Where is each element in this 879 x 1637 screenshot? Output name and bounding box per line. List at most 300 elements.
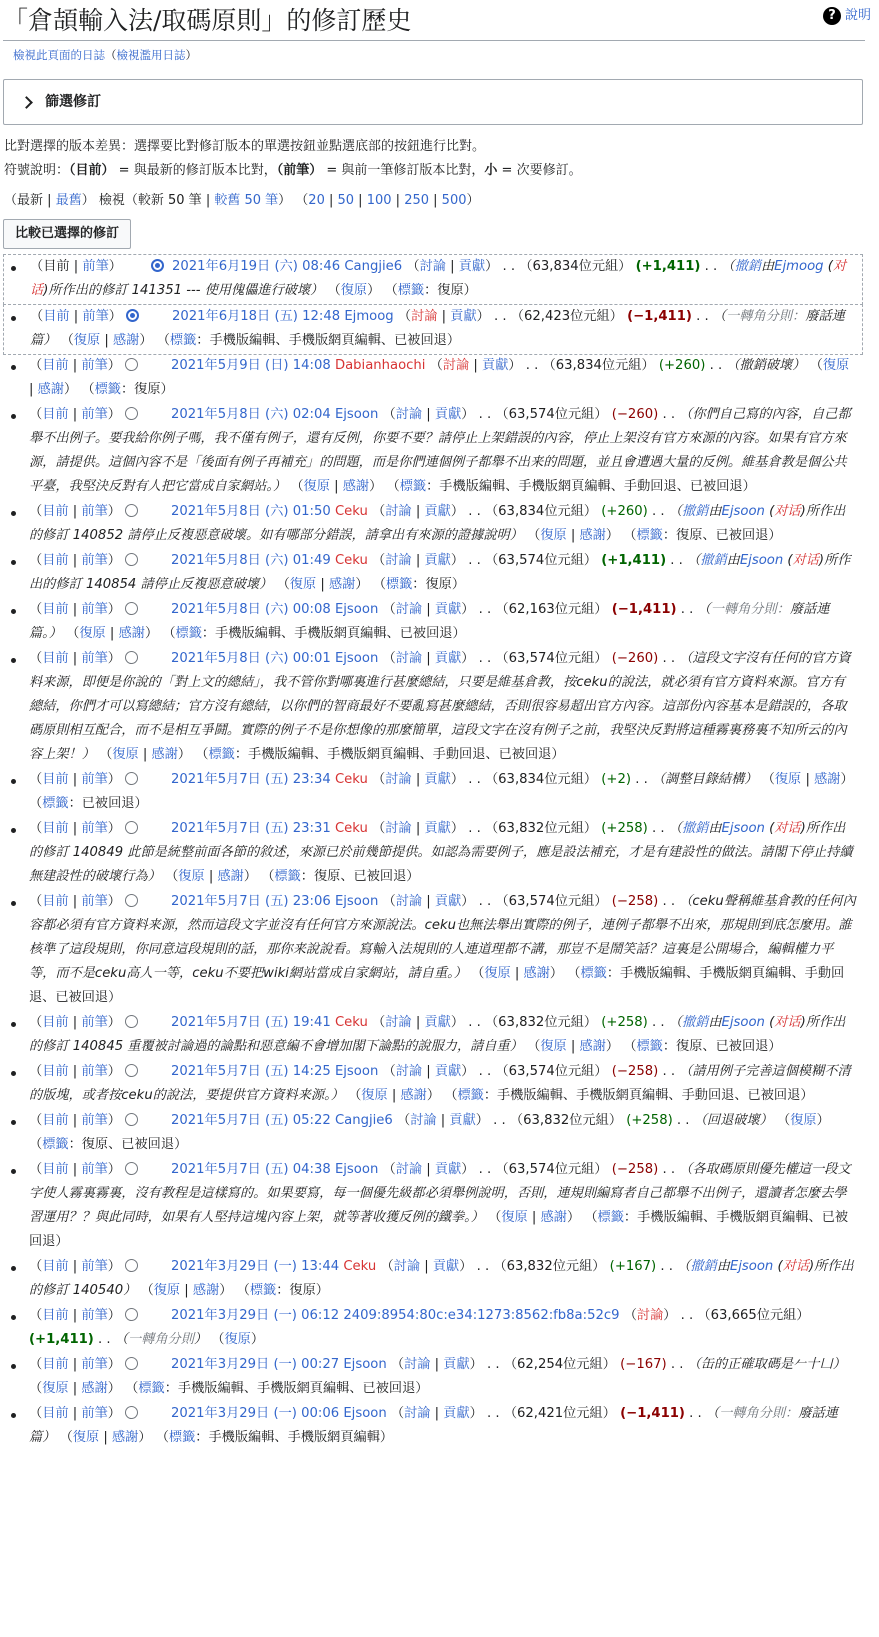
revision-user-link[interactable]: Ceku [334, 821, 368, 836]
user-contribs-link[interactable]: 貢獻 [443, 1357, 470, 1372]
revision-radio-old[interactable] [125, 1113, 138, 1126]
tag-list: 手機版編輯、手機版網頁編輯、已被回退 [29, 1210, 849, 1249]
revision-user-link[interactable]: Ejsoon [343, 1406, 387, 1421]
user-contribs-link[interactable]: 貢獻 [424, 504, 451, 519]
thank-link[interactable]: 感謝 [192, 1283, 220, 1298]
user-talk-link[interactable]: 討論 [404, 1406, 431, 1421]
diff-cur-link[interactable]: 目前 [42, 407, 69, 422]
summary-text: 請停止反複惡意破壞 [136, 577, 260, 592]
revision-radio-old[interactable] [125, 772, 138, 785]
tags-link[interactable]: 標籤 [94, 382, 121, 397]
summary-text: 廢話連篇 [29, 1406, 838, 1445]
diff-prev-link[interactable]: 前筆 [81, 358, 108, 373]
summary-text: 此節是統整前面各節的敘述，來源已於前幾節提供。如認為需要例子，應是設法補充，才是有建設性的做法。請閣下停止持續無建設性的破壞行為 [29, 845, 853, 884]
revision-date-link[interactable]: 2021年5月7日 (五) 19:41 [170, 1015, 331, 1030]
tags-link[interactable]: 標籤 [399, 479, 427, 494]
tag-list: 手機版編輯、手機版網頁編輯 [208, 1430, 380, 1445]
legend: 符號說明：（目前） = 與最新的修訂版本比對，（前筆） = 與前一筆修訂版本比對，小 = 次要修訂。 [4, 163, 582, 178]
revision-radio-old[interactable] [125, 1406, 138, 1419]
edit-summary: （撤銷由Ejsoon (对话)所作出的修訂 140852 請停止反複惡意破壞。如有哪部分錯誤，請拿出有來源的證據說明） [29, 504, 846, 543]
compare-selected-button[interactable]: 比較已選擇的修訂 [3, 219, 131, 249]
user-contribs-link[interactable]: 貢獻 [432, 1259, 460, 1274]
undo-link[interactable]: 復原 [484, 966, 511, 981]
help-link[interactable] [823, 4, 871, 28]
revision-radio-new [150, 602, 163, 615]
thank-link[interactable]: 感謝 [81, 1381, 108, 1396]
revert-user-talk-link[interactable]: 对话 [30, 259, 847, 298]
summary-text: 請用例子完善這個模糊不清的版塊，或者按ceku的說法，要提供官方資料来源。 [29, 1064, 851, 1103]
revision-date-link[interactable]: 2021年5月7日 (五) 14:25 [170, 1064, 331, 1079]
edit-summary: （撤銷由Ejmoog (对话)所作出的修訂 141351 --- 使用傀儡進行破壞） [30, 259, 847, 298]
revision-date-link[interactable]: 2021年5月7日 (五) 23:34 [170, 772, 331, 787]
nav-newer: 較新 50 筆 [137, 193, 202, 208]
revision-user-link[interactable]: Dabianhaochi [334, 358, 426, 373]
revision-diff-size: (+258) [626, 1113, 673, 1128]
user-talk-link[interactable]: 討論 [410, 1113, 437, 1128]
tags-link[interactable]: 標籤 [138, 1381, 165, 1396]
filter-label: 篩選修訂 [45, 94, 101, 110]
revision-radio-old[interactable] [125, 894, 138, 907]
revert-user-link[interactable]: Ejsoon [729, 1259, 774, 1274]
revision-diff-size: (−167) [620, 1357, 667, 1372]
diff-prev-link[interactable]: 前筆 [81, 1015, 108, 1030]
revision-row: （目前 | 前筆） 2021年3月29日 (一) 06:12 2409:8954:80c:e34:1273:8562:fb8a:52c9 （討論） . . （63,665位元組） (+1,411) . . （一轉角分則） （復原） [3, 1304, 863, 1353]
revision-user-link[interactable]: Ejsoon [334, 1162, 379, 1177]
tags-link[interactable]: 標籤 [42, 796, 69, 811]
revision-radio-old[interactable] [125, 1308, 138, 1321]
thank-link[interactable]: 感謝 [579, 1039, 606, 1054]
diff-cur-link[interactable]: 目前 [42, 1113, 69, 1128]
undo-link[interactable]: 復原 [112, 747, 139, 762]
limit-20-link[interactable]: 20 [308, 193, 325, 208]
revert-user-talk-link[interactable]: 对话 [774, 821, 801, 836]
undo-link[interactable]: 復原 [178, 869, 205, 884]
user-talk-link[interactable]: 討論 [404, 1357, 431, 1372]
revision-diff-size: (−258) [611, 894, 659, 909]
revision-user-link[interactable]: Ejsoon [334, 602, 379, 617]
user-contribs-link[interactable]: 貢獻 [424, 821, 451, 836]
undo-link[interactable]: 復原 [540, 528, 567, 543]
undo-link[interactable]: 復原 [361, 1088, 388, 1103]
thank-link[interactable]: 感謝 [37, 382, 65, 397]
edit-summary: （撤銷由Ejsoon (对话)所作出的修訂 140849 此節是統整前面各節的敘述，來源已於前幾節提供。如認為需要例子，應是設法補充，才是有建設性的做法。請閣下停止持續無建設性的破壞行為） [29, 821, 853, 884]
page-log-links: 檢視此頁面的日誌（檢視濫用日誌） [13, 48, 197, 62]
user-contribs-link[interactable]: 貢獻 [434, 1162, 462, 1177]
view-abuse-log-link[interactable]: 檢視濫用日誌 [116, 48, 186, 62]
revert-user-talk-link[interactable]: 对话 [792, 553, 819, 568]
tag-list: 手機版編輯、手機版網頁編輯、手動回退、已被回退 [497, 1088, 801, 1103]
user-talk-link[interactable]: 討論 [395, 1064, 423, 1079]
thank-link[interactable]: 感謝 [111, 1430, 139, 1445]
revision-diff-size: (+2) [601, 772, 632, 787]
tags-link[interactable]: 標籤 [597, 1210, 624, 1225]
thank-link[interactable]: 感謝 [217, 869, 244, 884]
undo-link[interactable]: 復原 [822, 358, 850, 373]
user-contribs-link[interactable]: 貢獻 [434, 407, 462, 422]
diff-prev-link[interactable]: 前筆 [81, 602, 108, 617]
user-talk-link[interactable]: 討論 [395, 407, 423, 422]
tags-link[interactable]: 標籤 [636, 528, 663, 543]
revision-radio-old[interactable] [125, 651, 138, 664]
revision-diff-size: (+167) [609, 1259, 657, 1274]
limit-250-link[interactable]: 250 [404, 193, 430, 208]
diff-prev-link[interactable]: 前筆 [82, 259, 109, 274]
revision-row: （目前 | 前筆） 2021年5月9日 (日) 14:08 Dabianhaochi （討論 | 貢獻） . . （63,834位元組） (+260) . . （撤銷破壞） （復原 | 感謝） （標籤：復原） [3, 354, 863, 403]
thank-link[interactable]: 感謝 [328, 577, 356, 592]
revert-user-talk-link[interactable]: 对话 [774, 504, 801, 519]
legend-minor-term: 小 [484, 163, 498, 178]
user-contribs-link[interactable]: 貢獻 [434, 651, 462, 666]
revision-radio-old[interactable] [125, 821, 138, 834]
user-contribs-link[interactable]: 貢獻 [449, 1113, 476, 1128]
diff-prev-link[interactable]: 前筆 [81, 504, 108, 519]
revert-undo-link[interactable]: 撤銷 [681, 1015, 709, 1030]
diff-prev-link[interactable]: 前筆 [81, 1162, 108, 1177]
diff-cur-link[interactable]: 目前 [42, 1406, 69, 1421]
revision-radio-new [150, 1357, 163, 1370]
revision-radio-old[interactable] [125, 1162, 138, 1175]
revision-diff-size: (−258) [611, 1064, 659, 1079]
revision-radio-old[interactable] [125, 553, 138, 566]
tag-list: 復原 [425, 577, 452, 592]
revert-rev-id: 140540 [72, 1283, 124, 1298]
diff-cur-link[interactable]: 目前 [42, 1308, 69, 1323]
edit-summary: （缶的正確取碼是𠂉十凵） [687, 1357, 846, 1372]
revision-diff-size: (−1,411) [611, 602, 677, 617]
nav-older-link[interactable]: 較舊 50 筆 [214, 193, 279, 208]
revision-radio-new [150, 504, 163, 517]
user-talk-link[interactable]: 討論 [411, 309, 438, 324]
revision-row: （目前 | 前筆） 2021年5月8日 (六) 01:49 Ceku （討論 | 貢獻） . . （63,574位元組） (+1,411) . . （撤銷由Ejsoon (对话)所作出的修訂 140854 請停止反複惡意破壞） （復原 | 感謝） （標籤：復原） [3, 549, 863, 598]
revision-radio-new [150, 1162, 163, 1175]
revision-user-link[interactable]: Ejsoon [343, 1357, 387, 1372]
revision-radio-new [150, 1406, 163, 1419]
revision-radio-new[interactable] [151, 259, 164, 272]
edit-summary: （你們自己寫的內容，自己都舉不出例子。要我給你例子嗎，我不僅有例子，還有反例，你要不要？請停止上架錯誤的內容，停止上架沒有官方來源的內容。如果有官方來源，請提供。這個內容不是「後面有例子再補充」的問題，而是你們連個例子都舉不出来的問題，並且會遭遇大量的反例。維基倉教是個公共平臺，我堅決反對有人把它當成自家網站。） [29, 407, 851, 494]
user-talk-link[interactable]: 討論 [395, 602, 423, 617]
revert-user-link[interactable]: Ejsoon [721, 1015, 765, 1030]
revision-radio-old[interactable] [125, 1064, 138, 1077]
user-talk-link[interactable]: 討論 [385, 504, 412, 519]
limit-50-link[interactable]: 50 [337, 193, 355, 208]
revision-radio-old[interactable] [126, 309, 139, 322]
revision-row: （目前 | 前筆） 2021年5月8日 (六) 01:50 Ceku （討論 | 貢獻） . . （63,834位元組） (+260) . . （撤銷由Ejsoon (对话)所作出的修訂 140852 請停止反複惡意破壞。如有哪部分錯誤，請拿出有來源的證據說明） （復原 | 感謝） （標籤：復原、已被回退） [3, 500, 863, 549]
diff-cur-link[interactable]: 目前 [42, 1259, 69, 1274]
revision-date-link[interactable]: 2021年3月29日 (一) 00:27 [170, 1357, 340, 1372]
undo-link[interactable]: 復原 [790, 1113, 817, 1128]
revision-date-link[interactable]: 2021年3月29日 (一) 00:06 [170, 1406, 340, 1421]
revision-radio-old[interactable] [125, 602, 138, 615]
user-contribs-link[interactable]: 貢獻 [434, 1064, 462, 1079]
user-talk-link[interactable]: 討論 [395, 1162, 423, 1177]
undo-link[interactable]: 復原 [289, 577, 317, 592]
revision-row: （目前 | 前筆） 2021年6月19日 (六) 08:46 Cangjie6 （討論 | 貢獻） . . （63,834位元組） (+1,411) . . （撤銷由Ejmoog (对话)所作出的修訂 141351 --- 使用傀儡進行破壞） （復原） （標籤：復原） [3, 254, 863, 305]
user-talk-link[interactable]: 討論 [385, 821, 412, 836]
tag-list: 手機版編輯、手機版網頁編輯、已被回退 [215, 626, 453, 641]
revision-user-link[interactable]: Ceku [334, 553, 368, 568]
revision-radio-new [150, 1064, 163, 1077]
revision-date-link[interactable]: 2021年6月19日 (六) 08:46 [171, 259, 341, 274]
diff-cur-link[interactable]: 目前 [42, 1064, 69, 1079]
user-talk-link[interactable]: 討論 [395, 894, 423, 909]
revision-size: 62,421位元組 [517, 1406, 603, 1421]
thank-link[interactable]: 感謝 [814, 772, 841, 787]
revision-diff-size: (+1,411) [601, 553, 667, 568]
tags-link[interactable]: 標籤 [42, 1137, 69, 1152]
revision-radio-new [150, 553, 163, 566]
user-contribs-link[interactable]: 貢獻 [434, 894, 462, 909]
diff-prev-link[interactable]: 前筆 [81, 651, 108, 666]
diff-prev-link[interactable]: 前筆 [81, 553, 108, 568]
revision-user-link[interactable]: Ceku [343, 1259, 377, 1274]
revision-size: 63,834位元組 [532, 259, 619, 274]
diff-prev-link[interactable]: 前筆 [81, 1259, 108, 1274]
tag-list: 復原、已被回退 [676, 1039, 769, 1054]
section-autocomment: 一轉角分則： [726, 309, 806, 324]
thank-link[interactable]: 感謝 [342, 479, 370, 494]
revision-size: 63,574位元組 [508, 894, 595, 909]
revision-date-link[interactable]: 2021年5月8日 (六) 01:50 [170, 504, 331, 519]
revision-user-link[interactable]: Cangjie6 [344, 259, 403, 274]
limit-500-link[interactable]: 500 [441, 193, 467, 208]
user-talk-link[interactable]: 討論 [395, 651, 423, 666]
revert-user-talk-link[interactable]: 对话 [782, 1259, 809, 1274]
user-talk-link[interactable]: 討論 [636, 1308, 664, 1323]
user-contribs-link[interactable]: 貢獻 [424, 772, 451, 787]
revert-user-talk-link[interactable]: 对话 [774, 1015, 801, 1030]
diff-cur-link[interactable]: 目前 [42, 358, 69, 373]
revision-radio-old[interactable] [125, 358, 138, 371]
user-contribs-link[interactable]: 貢獻 [424, 1015, 451, 1030]
user-contribs-link[interactable]: 貢獻 [434, 602, 462, 617]
tags-link[interactable]: 標籤 [208, 747, 235, 762]
revision-diff-size: (+1,411) [635, 259, 701, 274]
revert-undo-link[interactable]: 撤銷 [734, 259, 761, 274]
revision-row: （目前 | 前筆） 2021年5月7日 (五) 23:34 Ceku （討論 | 貢獻） . . （63,834位元組） (+2) . . （調整目錄結構） （復原 | 感謝） （標籤：已被回退） [3, 768, 863, 817]
diff-prev-link[interactable]: 前筆 [81, 407, 108, 422]
user-contribs-link[interactable]: 貢獻 [450, 309, 477, 324]
revision-user-link[interactable]: Ejsoon [334, 1064, 379, 1079]
revision-user-link[interactable]: Ejsoon [334, 407, 379, 422]
revision-date-link[interactable]: 2021年5月7日 (五) 04:38 [170, 1162, 331, 1177]
diff-prev-link[interactable]: 前筆 [81, 1308, 108, 1323]
revision-row: （目前 | 前筆） 2021年5月7日 (五) 23:31 Ceku （討論 | 貢獻） . . （63,832位元組） (+258) . . （撤銷由Ejsoon (对话)所作出的修訂 140849 此節是統整前面各節的敘述，來源已於前幾節提供。如認為需要例子，應是設法補充，才是有建設性的做法。請閣下停止持續無建設性的破壞行為） （復原 | 感謝） （標籤：復原、已被回退） [3, 817, 863, 890]
revision-date-link[interactable]: 2021年6月18日 (五) 12:48 [171, 309, 341, 324]
revert-undo-link[interactable]: 撤銷 [690, 1259, 717, 1274]
revision-user-link[interactable]: Ceku [334, 504, 368, 519]
revision-radio-old[interactable] [125, 1015, 138, 1028]
revert-user-link[interactable]: Ejmoog [774, 259, 824, 274]
tag-list: 手機版編輯、手機版網頁編輯、已被回退 [177, 1381, 416, 1396]
revert-rev-id: 140852 [72, 528, 124, 543]
thank-link[interactable]: 感謝 [579, 528, 606, 543]
revision-user-link[interactable]: Ceku [334, 1015, 368, 1030]
user-talk-link[interactable]: 討論 [393, 1259, 421, 1274]
revision-row: （目前 | 前筆） 2021年3月29日 (一) 00:27 Ejsoon （討論 | 貢獻） . . （62,254位元組） (−167) . . （缶的正確取碼是𠂉十凵） （復原 | 感謝） （標籤：手機版編輯、手機版網頁編輯、已被回退） [3, 1353, 863, 1402]
revision-user-link[interactable]: 2409:8954:80c:e34:1273:8562:fb8a:52c9 [343, 1308, 620, 1323]
revision-radio-new [150, 1113, 163, 1126]
tags-link[interactable]: 標籤 [580, 966, 607, 981]
revert-user-link[interactable]: Ejsoon [721, 504, 765, 519]
revision-row: （目前 | 前筆） 2021年3月29日 (一) 00:06 Ejsoon （討論 | 貢獻） . . （62,421位元組） (−1,411) . . （一轉角分則：廢話連篇） （復原 | 感謝） （標籤：手機版編輯、手機版網頁編輯） [3, 1402, 863, 1451]
compare-instructions: 比對選擇的版本差異：選擇要比對修訂版本的單選按鈕並點選底部的按鈕進行比對。 [4, 139, 486, 154]
thank-link[interactable]: 感謝 [400, 1088, 427, 1103]
diff-cur-link[interactable]: 目前 [42, 821, 69, 836]
revert-rev-id: 141351 [131, 283, 182, 298]
tag-list: 復原 [134, 382, 161, 397]
undo-link[interactable]: 復原 [42, 1381, 69, 1396]
revision-radio-old[interactable] [125, 1259, 138, 1272]
diff-cur-link[interactable]: 目前 [42, 772, 69, 787]
revision-radio-old[interactable] [125, 1357, 138, 1370]
revert-undo-link[interactable]: 撤銷 [700, 553, 727, 568]
revision-diff-size: (+258) [601, 821, 648, 836]
revision-user-link[interactable]: Ejsoon [334, 651, 379, 666]
legend-cur-term: （目前） [69, 163, 115, 178]
user-contribs-link[interactable]: 貢獻 [482, 358, 509, 373]
diff-prev-link[interactable]: 前筆 [81, 1064, 108, 1079]
tags-link[interactable]: 標籤 [457, 1088, 484, 1103]
revert-rev-id: 140849 [72, 845, 124, 860]
diff-prev-link[interactable]: 前筆 [81, 821, 108, 836]
revision-size: 63,832位元組 [498, 1015, 584, 1030]
diff-cur-link[interactable]: 目前 [42, 1015, 69, 1030]
revision-radio-old[interactable] [125, 504, 138, 517]
diff-cur-link[interactable]: 目前 [42, 602, 69, 617]
revision-radio-new [150, 894, 163, 907]
revert-user-link[interactable]: Ejsoon [721, 821, 765, 836]
revision-date-link[interactable]: 2021年5月7日 (五) 23:31 [170, 821, 331, 836]
revision-date-link[interactable]: 2021年5月8日 (六) 02:04 [170, 407, 331, 422]
thank-link[interactable]: 感謝 [540, 1210, 567, 1225]
diff-cur-link[interactable]: 目前 [42, 553, 69, 568]
revision-user-link[interactable]: Ejmoog [344, 309, 394, 324]
revision-diff-size: (+260) [658, 358, 706, 373]
help-link-label[interactable]: 說明 [844, 8, 871, 23]
undo-link[interactable]: 復原 [153, 1283, 181, 1298]
user-talk-link[interactable]: 討論 [385, 553, 412, 568]
diff-cur-link[interactable]: 目前 [42, 504, 69, 519]
revert-rev-id: 140854 [85, 577, 137, 592]
revision-date-link[interactable]: 2021年5月9日 (日) 14:08 [170, 358, 331, 373]
revision-date-link[interactable]: 2021年5月7日 (五) 05:22 [170, 1113, 331, 1128]
diff-cur-link[interactable]: 目前 [43, 309, 70, 324]
summary-text: 調整目錄結構 [665, 772, 745, 787]
revert-undo-link[interactable]: 撤銷 [681, 504, 709, 519]
revision-row: （目前 | 前筆） 2021年5月8日 (六) 02:04 Ejsoon （討論 | 貢獻） . . （63,574位元組） (−260) . . （你們自己寫的內容，自己都舉不出例子。要我給你例子嗎，我不僅有例子，還有反例，你要不要？請停止上架錯誤的內容，停止上架沒有官方來源的內容。如果有官方來源，請提供。這個內容不是「後面有例子再補充」的問題，而是你們連個例子都舉不出来的問題，並且會遭遇大量的反例。維基倉教是個公共平臺，我堅決反對有人把它當成自家網站。） （復原 | 感謝） （標籤：手機版編輯、手機版網頁編輯、手動回退、已被回退） [3, 403, 863, 500]
diff-cur-link[interactable]: 目前 [42, 651, 69, 666]
undo-link[interactable]: 復原 [774, 772, 802, 787]
thank-link[interactable]: 感謝 [151, 747, 178, 762]
revision-radio-new [150, 1015, 163, 1028]
revision-size: 63,574位元組 [508, 1162, 595, 1177]
revision-diff-size: (−258) [611, 1162, 659, 1177]
revision-radio-old [126, 259, 139, 272]
edit-summary: （一轉角分則） [114, 1332, 208, 1347]
user-talk-link[interactable]: 討論 [385, 772, 412, 787]
user-contribs-link[interactable]: 貢獻 [458, 259, 486, 274]
view-log-link[interactable]: 檢視此頁面的日誌 [13, 48, 105, 62]
summary-text: 重覆被討論過的論點和惡意編不會增加閣下論點的說服力，請自重 [123, 1039, 510, 1054]
revision-date-link[interactable]: 2021年5月8日 (六) 00:08 [170, 602, 331, 617]
revision-user-link[interactable]: Cangjie6 [334, 1113, 393, 1128]
summary-text: 回退破壞 [706, 1113, 760, 1128]
diff-prev-link[interactable]: 前筆 [81, 894, 108, 909]
summary-text: 請停止反複惡意破壞。如有哪部分錯誤，請拿出有來源的證據說明 [123, 528, 510, 543]
revision-radio-new [150, 651, 163, 664]
undo-link[interactable]: 復原 [79, 626, 106, 641]
tag-list: 手機版編輯、手機版網頁編輯、手動回退、已被回退 [248, 747, 552, 762]
undo-link[interactable]: 復原 [72, 1430, 100, 1445]
revision-radio-new [150, 1259, 163, 1272]
tag-list: 復原 [437, 283, 464, 298]
undo-link[interactable]: 復原 [224, 1332, 251, 1347]
revision-row: （目前 | 前筆） 2021年3月29日 (一) 13:44 Ceku （討論 | 貢獻） . . （63,832位元組） (+167) . . （撤銷由Ejsoon (对话)所作出的修訂 140540） （復原 | 感謝） （標籤：復原） [3, 1255, 863, 1304]
diff-cur-link[interactable]: 目前 [42, 894, 69, 909]
revision-radio-old[interactable] [125, 407, 138, 420]
revision-date-link[interactable]: 2021年3月29日 (一) 06:12 [170, 1308, 340, 1323]
diff-prev-link[interactable]: 前筆 [81, 1357, 108, 1372]
thank-link[interactable]: 感謝 [118, 626, 145, 641]
undo-link[interactable]: 復原 [340, 283, 368, 298]
revert-undo-link[interactable]: 撤銷 [681, 821, 709, 836]
undo-link[interactable]: 復原 [540, 1039, 567, 1054]
tags-link[interactable]: 標籤 [249, 1283, 277, 1298]
revision-row: （目前 | 前筆） 2021年5月7日 (五) 14:25 Ejsoon （討論 | 貢獻） . . （63,574位元組） (−258) . . （請用例子完善這個模糊不清的版塊，或者按ceku的說法，要提供官方資料来源。） （復原 | 感謝） （標籤：手機版編輯、手機版網頁編輯、手動回退、已被回退） [3, 1060, 863, 1109]
user-talk-link[interactable]: 討論 [419, 259, 446, 274]
user-talk-link[interactable]: 討論 [442, 358, 470, 373]
edit-summary: （撤銷由Ejsoon (对话)所作出的修訂 140845 重覆被討論過的論點和惡意編不會增加閣下論點的說服力，請自重） [29, 1015, 846, 1054]
tag-list: 手機版編輯、手機版網頁編輯、手動回退、已被回退 [439, 479, 743, 494]
revision-user-link[interactable]: Ceku [334, 772, 368, 787]
tags-link[interactable]: 標籤 [274, 869, 301, 884]
diff-prev-link[interactable]: 前筆 [81, 772, 108, 787]
tags-link[interactable]: 標籤 [169, 333, 197, 348]
user-talk-link[interactable]: 討論 [385, 1015, 412, 1030]
diff-prev-link[interactable]: 前筆 [81, 1406, 108, 1421]
tags-link[interactable]: 標籤 [168, 1430, 196, 1445]
undo-link[interactable]: 復原 [73, 333, 101, 348]
user-contribs-link[interactable]: 貢獻 [424, 553, 451, 568]
limit-100-link[interactable]: 100 [366, 193, 392, 208]
diff-prev-link[interactable]: 前筆 [82, 309, 109, 324]
revision-date-link[interactable]: 2021年5月7日 (五) 23:06 [170, 894, 331, 909]
filter-revisions-toggle[interactable] [3, 79, 863, 125]
edit-summary: （一轉角分則：廢話連篇） [30, 309, 845, 348]
nav-oldest-link[interactable]: 最舊 [55, 193, 82, 208]
diff-cur-link[interactable]: 目前 [42, 1357, 69, 1372]
revision-date-link[interactable]: 2021年5月8日 (六) 00:01 [170, 651, 331, 666]
summary-text: 這段文字沒有任何的官方資料来源，即便是你說的「對上文的總結」，我不管你對哪裏進行甚麼總結，只要是維基倉教，按ceku的說法，就必須有官方資料來源。官方有總結，你們才可以寫總結；官方沒有總結，以你們的智商最好不要亂寫甚麼總結，否則很容易超出官方內容。這部份內容基本是錯誤的，各取碼原則相互配合，而不是相互爭鬪。實際的例子不是你想像的那麼簡單，這段文字在沒有例子之前，我堅決反對將這種霧裏務裏不知所云的內容上架！ [29, 651, 851, 762]
revision-user-link[interactable]: Ejsoon [334, 894, 379, 909]
tags-link[interactable]: 標籤 [636, 1039, 663, 1054]
thank-link[interactable]: 感謝 [523, 966, 550, 981]
revert-user-link[interactable]: Ejsoon [739, 553, 784, 568]
user-contribs-link[interactable]: 貢獻 [443, 1406, 470, 1421]
diff-cur-link[interactable]: 目前 [42, 1162, 69, 1177]
revision-date-link[interactable]: 2021年5月8日 (六) 01:49 [170, 553, 331, 568]
revision-size: 62,254位元組 [517, 1357, 603, 1372]
pagination-nav: （最新 | 最舊） 檢視（較新 50 筆 | 較舊 50 筆） （20 | 50 | 100 | 250 | 500） [4, 193, 480, 208]
tags-link[interactable]: 標籤 [175, 626, 202, 641]
undo-link[interactable]: 復原 [501, 1210, 528, 1225]
thank-link[interactable]: 感謝 [112, 333, 140, 348]
revision-date-link[interactable]: 2021年3月29日 (一) 13:44 [170, 1259, 340, 1274]
undo-link[interactable]: 復原 [303, 479, 330, 494]
tags-link[interactable]: 標籤 [385, 577, 413, 592]
diff-prev-link[interactable]: 前筆 [81, 1113, 108, 1128]
tags-link[interactable]: 標籤 [397, 283, 425, 298]
